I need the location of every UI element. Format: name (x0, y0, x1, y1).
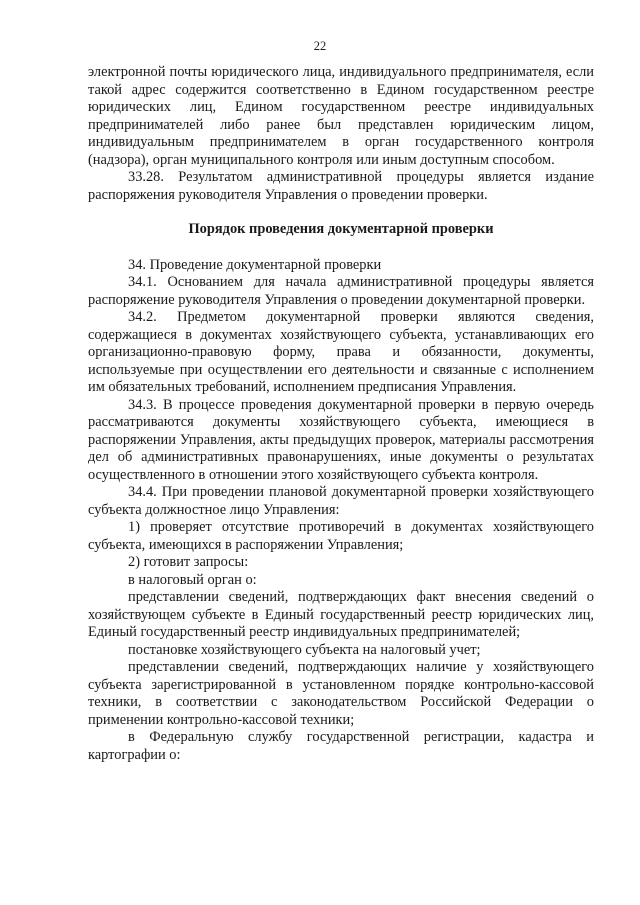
paragraph-33-28: 33.28. Результатом административной процедуры является издание распоряжения руководителя Управления о проведении проверки. (88, 169, 594, 203)
paragraph-continued: электронной почты юридического лица, индивидуального предпринимателя, если такой адрес содержится соответственно в Едином государственном реестре юридических лиц, Едином государственном реестре индивидуальных предпринимателей либо ранее был представлен юридическим лицом, индивидуальным предпринимателем в орган государственного контроля (надзора), орган муниципального контроля или иным доступным способом. (88, 64, 594, 168)
paragraph-34-2: 34.2. Предметом документарной проверки являются сведения, содержащиеся в документах хозяйствующего субъекта, устанавливающих его организационно-правовую форму, права и обязанности, документы, используемые при осуществлении его деятельности и связанные с исполнением им обязательных требований, исполнением предписания Управления. (88, 309, 594, 395)
request-tax-authority: в налоговый орган о: (128, 571, 257, 588)
request-item-tax-registration: постановке хозяйствующего субъекта на налоговый учет; (128, 641, 481, 658)
page-number: 22 (313, 39, 327, 53)
list-item-2: 2) готовит запросы: (128, 554, 249, 570)
paragraph-34: 34. Проведение документарной проверки (128, 256, 382, 273)
paragraph-34-4: 34.4. При проведении плановой документарной проверки хозяйствующего субъекта должностное лицо Управления: (88, 484, 594, 518)
paragraph-34-3: 34.3. В процессе проведения документарной проверки в первую очередь рассматриваются документы хозяйствующего субъекта, имеющиеся в распоряжении Управления, акты предыдущих проверок, материалы рассмотрения дел об административных правонарушениях, иные документы о результатах осуществленного в отношении этого хозяйствующего субъекта контроля. (88, 396, 594, 483)
list-item-1: 1) проверяет отсутствие противоречий в документах хозяйствующего субъекта, имеющихся в распоряжении Управления; (88, 519, 594, 553)
document-body (88, 64, 594, 764)
request-item-cash-register: представлении сведений, подтверждающих наличие у хозяйствующего субъекта зарегистрированной в установленном порядке контрольно-кассовой техники, в соответствии с законодательством Российской Федерации о применении контрольно-кассовой техники; (88, 659, 594, 728)
paragraph-34-1: 34.1. Основанием для начала административной процедуры является распоряжение руководителя Управления о проведении документарной проверки. (88, 274, 594, 308)
request-item-registry: представлении сведений, подтверждающих факт внесения сведений о хозяйствующем субъекте в Единый государственный реестр юридических лиц, Единый государственный реестр индивидуальных предпринимателей; (88, 589, 594, 640)
request-rosreestr: в Федеральную службу государственной регистрации, кадастра и картографии о: (88, 729, 594, 763)
section-heading: Порядок проведения документарной проверки (188, 221, 494, 237)
